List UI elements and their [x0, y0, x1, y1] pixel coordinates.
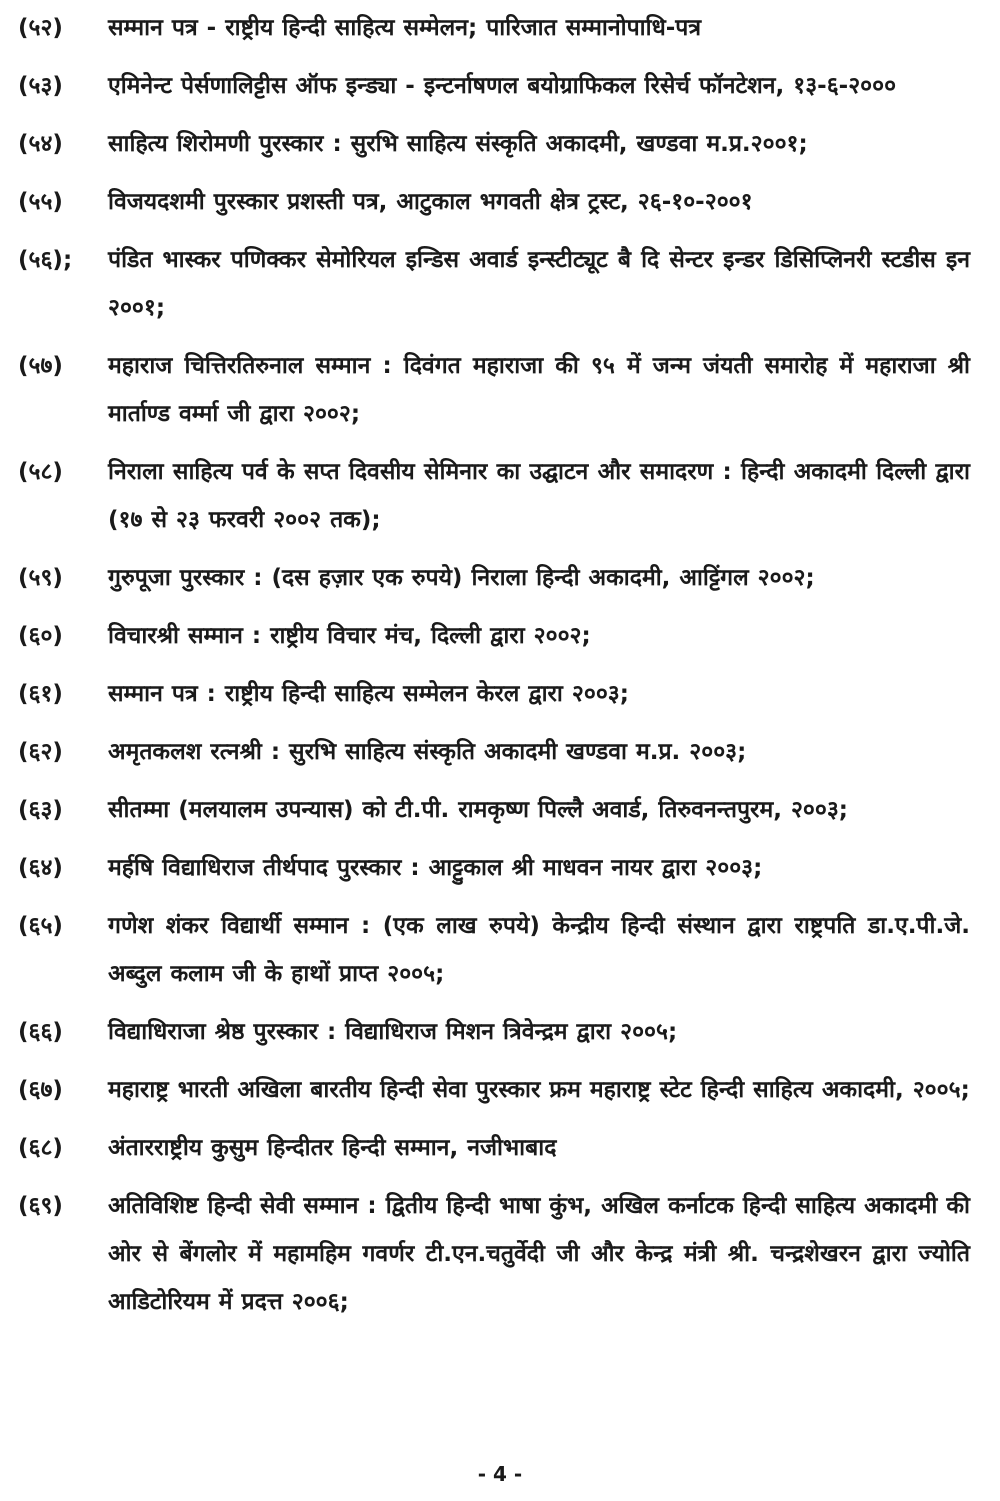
item-number: (६४): [18, 855, 63, 881]
list-item: [18, 612, 970, 660]
list-item: [18, 902, 970, 998]
item-text: मर्हषि विद्याधिराज तीर्थपाद पुरस्कार : आट्टुकाल श्री माधवन नायर द्वारा २००३;: [108, 855, 763, 881]
list-item: [18, 844, 970, 892]
item-text: महाराज चित्तिरतिरुनाल सम्मान : दिवंगत महाराजा की ९५ में जन्म जंयती समारोह में महाराजा श्री मार्ताण्ड वर्म्मा जी द्वारा २००२;: [108, 353, 970, 427]
item-number: (५५): [18, 189, 63, 215]
list-item: [18, 1008, 970, 1056]
item-number: (६५): [18, 913, 63, 939]
item-number: (६९): [18, 1193, 63, 1219]
item-text: अमृतकलश रत्नश्री : सुरभि साहित्य संस्कृति अकादमी खण्डवा म.प्र. २००३;: [108, 739, 747, 765]
item-text: निराला साहित्य पर्व के सप्त दिवसीय सेमिनार का उद्घाटन और समादरण : हिन्दी अकादमी दिल्ली द्वारा (१७ से २३ फरवरी २००२ तक);: [108, 459, 970, 533]
item-text: गणेश शंकर विद्यार्थी सम्मान : (एक लाख रुपये) केन्द्रीय हिन्दी संस्थान द्वारा राष्ट्रपति डा.ए.पी.जे. अब्दुल कलाम जी के हाथों प्राप्त २००५;: [108, 913, 970, 987]
list-item: [18, 178, 970, 226]
item-text: विचारश्री सम्मान : राष्ट्रीय विचार मंच, दिल्ली द्वारा २००२;: [108, 623, 591, 649]
item-text: अतिविशिष्ट हिन्दी सेवी सम्मान : द्वितीय हिन्दी भाषा कुंभ, अखिल कर्नाटक हिन्दी साहित्य अकादमी की ओर से बेंगलोर में महामहिम गवर्णर टी.एन.चतुर्वेदी जी और केन्द्र मंत्री श्री. चन्द्रशेखरन द्वारा ज्योति आडिटोरियम में प्रदत्त २००६;: [108, 1193, 970, 1315]
item-text: अंतारराष्ट्रीय कुसुम हिन्दीतर हिन्दी सम्मान, नजीभाबाद: [108, 1135, 557, 1161]
item-text: विजयदशमी पुरस्कार प्रशस्ती पत्र, आटुकाल भगवती क्षेत्र ट्रस्ट, २६-१०-२००१: [108, 189, 753, 215]
item-number: (६२): [18, 739, 63, 765]
item-number: (५७): [18, 353, 63, 379]
item-number: (५६);: [18, 247, 73, 273]
item-text: सम्मान पत्र : राष्ट्रीय हिन्दी साहित्य सम्मेलन केरल द्वारा २००३;: [108, 681, 629, 707]
item-number: (६३): [18, 797, 63, 823]
list-item: [18, 342, 970, 438]
list-item: [18, 4, 970, 52]
item-text: एमिनेन्ट पेर्सणालिट्टीस ऑफ इन्ड्या - इन्टर्नाषणल बयोग्राफिकल रिसेर्च फॉनटेशन, १३-६-२०००: [108, 73, 897, 99]
item-text: पंडित भास्कर पणिक्कर सेमोरियल इन्डिस अवार्ड इन्स्टीट्यूट बै दि सेन्टर इन्डर डिसिप्लिनरी स्टडीस इन २००१;: [108, 247, 970, 321]
list-item: [18, 554, 970, 602]
item-text: विद्याधिराजा श्रेष्ठ पुरस्कार : विद्याधिराज मिशन त्रिवेन्द्रम द्वारा २००५;: [108, 1019, 678, 1045]
item-number: (६०): [18, 623, 63, 649]
award-list: [18, 4, 970, 1326]
list-item: [18, 786, 970, 834]
list-item: [18, 1182, 970, 1326]
item-text: साहित्य शिरोमणी पुरस्कार : सुरभि साहित्य संस्कृति अकादमी, खण्डवा म.प्र.२००१;: [108, 131, 808, 157]
item-text: सीतम्मा (मलयालम उपन्यास) को टी.पी. रामकृष्ण पिल्लै अवार्ड, तिरुवनन्तपुरम, २००३;: [108, 797, 848, 823]
page-number: - 4 -: [477, 1462, 523, 1486]
item-number: (५४): [18, 131, 63, 157]
list-item: [18, 62, 970, 110]
item-text: सम्मान पत्र - राष्ट्रीय हिन्दी साहित्य सम्मेलन; पारिजात सम्मानोपाधि-पत्र: [108, 15, 702, 41]
list-item: [18, 448, 970, 544]
list-item: [18, 670, 970, 718]
list-item: [18, 120, 970, 168]
item-text: गुरुपूजा पुरस्कार : (दस हज़ार एक रुपये) निराला हिन्दी अकादमी, आट्टिंगल २००२;: [108, 565, 815, 591]
item-number: (६६): [18, 1019, 63, 1045]
item-number: (६७): [18, 1077, 63, 1103]
item-number: (६१): [18, 681, 63, 707]
list-item: [18, 1066, 970, 1114]
item-number: (५३): [18, 73, 63, 99]
item-number: (५९): [18, 565, 63, 591]
list-item: [18, 236, 970, 332]
list-item: [18, 728, 970, 776]
item-number: (६८): [18, 1135, 63, 1161]
item-number: (५८): [18, 459, 63, 485]
item-text: महाराष्ट्र भारती अखिला बारतीय हिन्दी सेवा पुरस्कार फ्रम महाराष्ट्र स्टेट हिन्दी साहित्य अकादमी, २००५;: [108, 1077, 970, 1103]
item-number: (५२): [18, 15, 63, 41]
list-item: [18, 1124, 970, 1172]
